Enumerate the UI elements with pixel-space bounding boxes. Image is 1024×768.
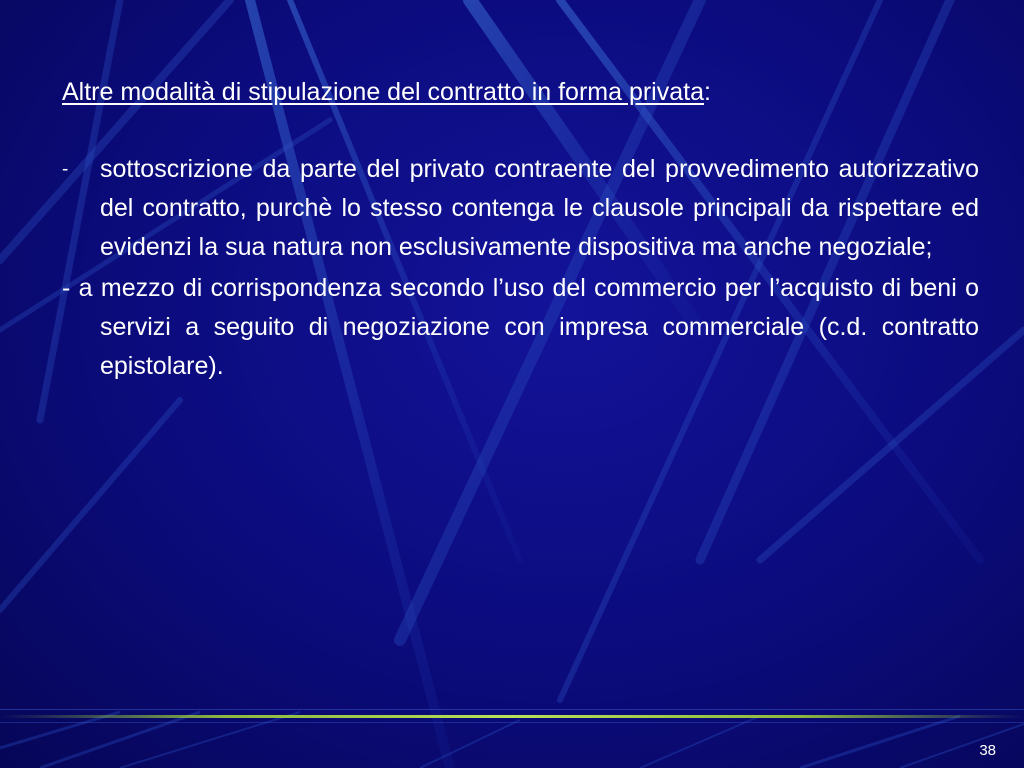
list-item (62, 150, 979, 267)
list-item-text: - a mezzo di corrispondenza secondo l’uso del commercio per l’acquisto di beni o servizi a seguito di negoziazione con impresa commerciale (c.d. contratto epistolare). (62, 274, 979, 380)
heading-colon: : (704, 78, 711, 106)
list-item (62, 269, 979, 386)
footer-divider (0, 706, 1024, 726)
slide-content (62, 74, 979, 386)
heading-text: Altre modalità di stipulazione del contratto in forma privata (62, 78, 704, 106)
page-number: 38 (979, 742, 996, 759)
slide-heading (62, 74, 979, 110)
bullet-marker: - (62, 159, 69, 180)
list-item-text: sottoscrizione da parte del privato contraente del provvedimento autorizzativo del contratto, purchè lo stesso contenga le clausole principali da rispettare ed evidenzi la sua natura non esclusivamente dispositiva ma anche negoziale; (100, 155, 979, 261)
